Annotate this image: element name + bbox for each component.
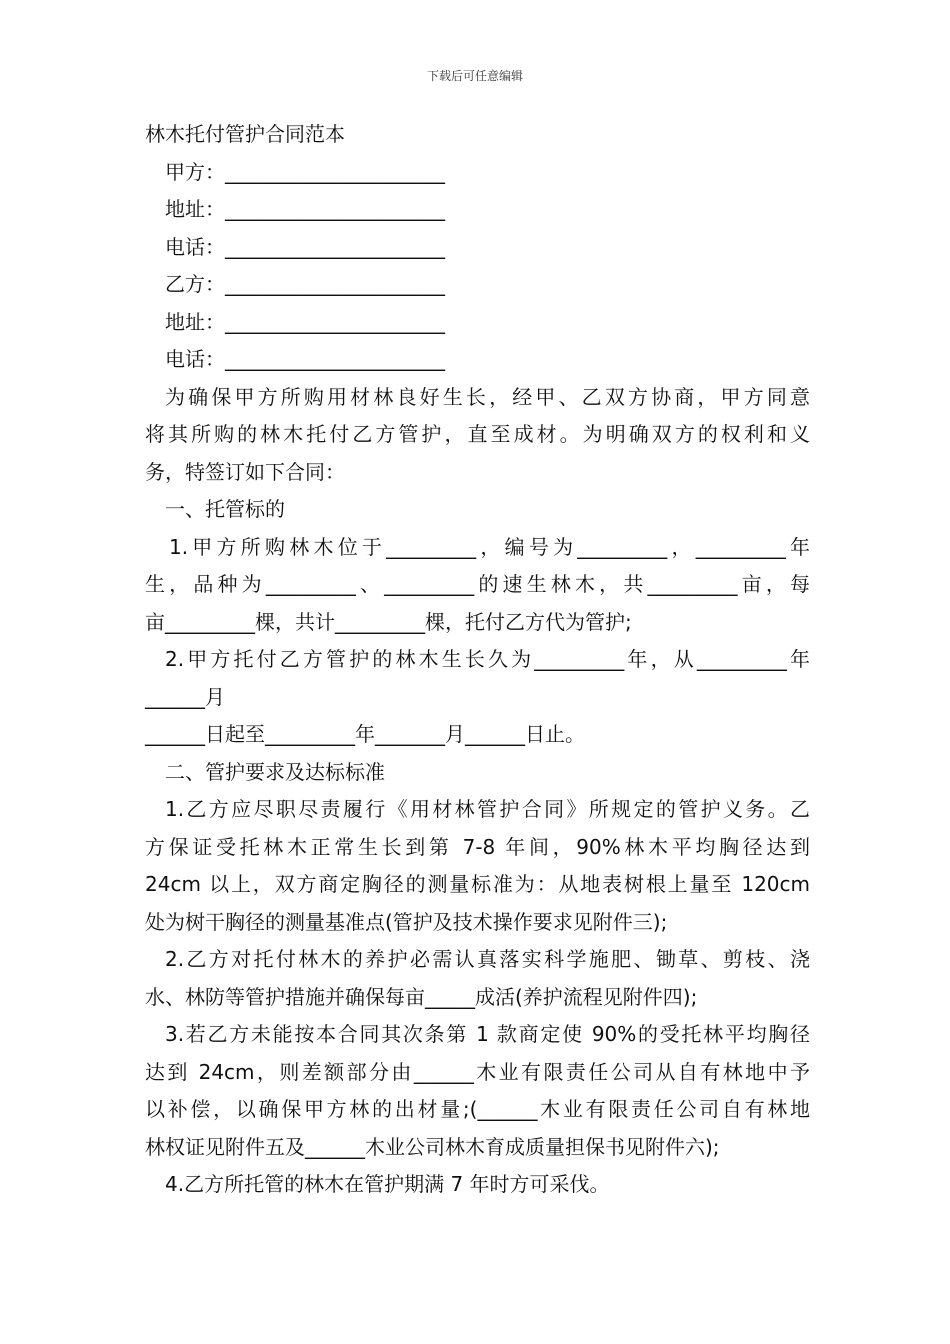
clause-line: 3.若乙方未能按本合同其次条第 1 款商定使 90%的受托林平均胸径 [165, 1022, 810, 1046]
section-1-heading: 一、托管标的 [165, 497, 285, 521]
party-a-phone-field: 电话：______________________ [165, 234, 445, 259]
party-a-address-field: 地址：______________________ [165, 197, 445, 221]
document-title: 林木托付管护合同范本 [145, 122, 345, 146]
clause-line: 1.乙方应尽职尽责履行《用材林管护合同》所规定的管护义务。乙 [165, 797, 810, 821]
clause-line: 2.乙方对托付林木的养护必需认真落实科学施肥、锄草、剪枝、浇 [165, 947, 810, 971]
intro-line: 务，特签订如下合同： [145, 459, 345, 484]
clause-line: 处为树干胸径的测量基准点(管护及技术操作要求见附件三); [145, 909, 668, 934]
clause-line: 以补偿，以确保甲方林的出材量;(______木业有限责任公司自有林地 [145, 1097, 810, 1121]
clause-line: 亩_________棵，共计_________棵，托付乙方代为管护; [145, 609, 632, 634]
clause-line: 生，品种为_________、_________的速生林木，共_________亩，每 [145, 572, 810, 596]
party-b-address-field: 地址：______________________ [165, 309, 445, 334]
clause-line: 2.甲方托付乙方管护的林木生长久为_________年，从_________年 [165, 647, 810, 671]
party-a-field: 甲方：______________________ [165, 159, 445, 184]
intro-line: 为确保甲方所购用材林良好生长，经甲、乙双方协商，甲方同意 [165, 384, 810, 409]
clause-line: 方保证受托林木正常生长到第 7-8 年间，90%林木平均胸径达到 [145, 834, 810, 859]
page-header: 下载后可任意编辑 [426, 69, 523, 83]
clause-line: ______日起至_________年_______月______日止。 [145, 722, 585, 746]
clause-line: 林权证见附件五及______木业公司林木育成质量担保书见附件六); [145, 1134, 720, 1159]
document-body [145, 116, 810, 1204]
clause-line: ______月 [145, 684, 225, 709]
intro-line: 将其所购的林木托付乙方管护，直至成材。为明确双方的权利和义 [145, 422, 810, 446]
clause-line: 达到 24cm，则差额部分由______木业有限责任公司从自有林地中予 [145, 1059, 810, 1084]
clause-line: 24cm 以上，双方商定胸径的测量标准为：从地表树根上量至 120cm [145, 872, 810, 896]
party-b-phone-field: 电话：______________________ [165, 347, 445, 371]
clause-line: 水、林防等管护措施并确保每亩_____成活(养护流程见附件四); [145, 984, 698, 1009]
party-b-field: 乙方：______________________ [165, 272, 445, 296]
clause-line: 4.乙方所托管的林木在管护期满 7 年时方可采伐。 [165, 1172, 610, 1196]
section-2-heading: 二、管护要求及达标标准 [165, 759, 385, 784]
clause-line: 1.甲方所购林木位于_________，编号为_________，_________年 [169, 534, 810, 559]
